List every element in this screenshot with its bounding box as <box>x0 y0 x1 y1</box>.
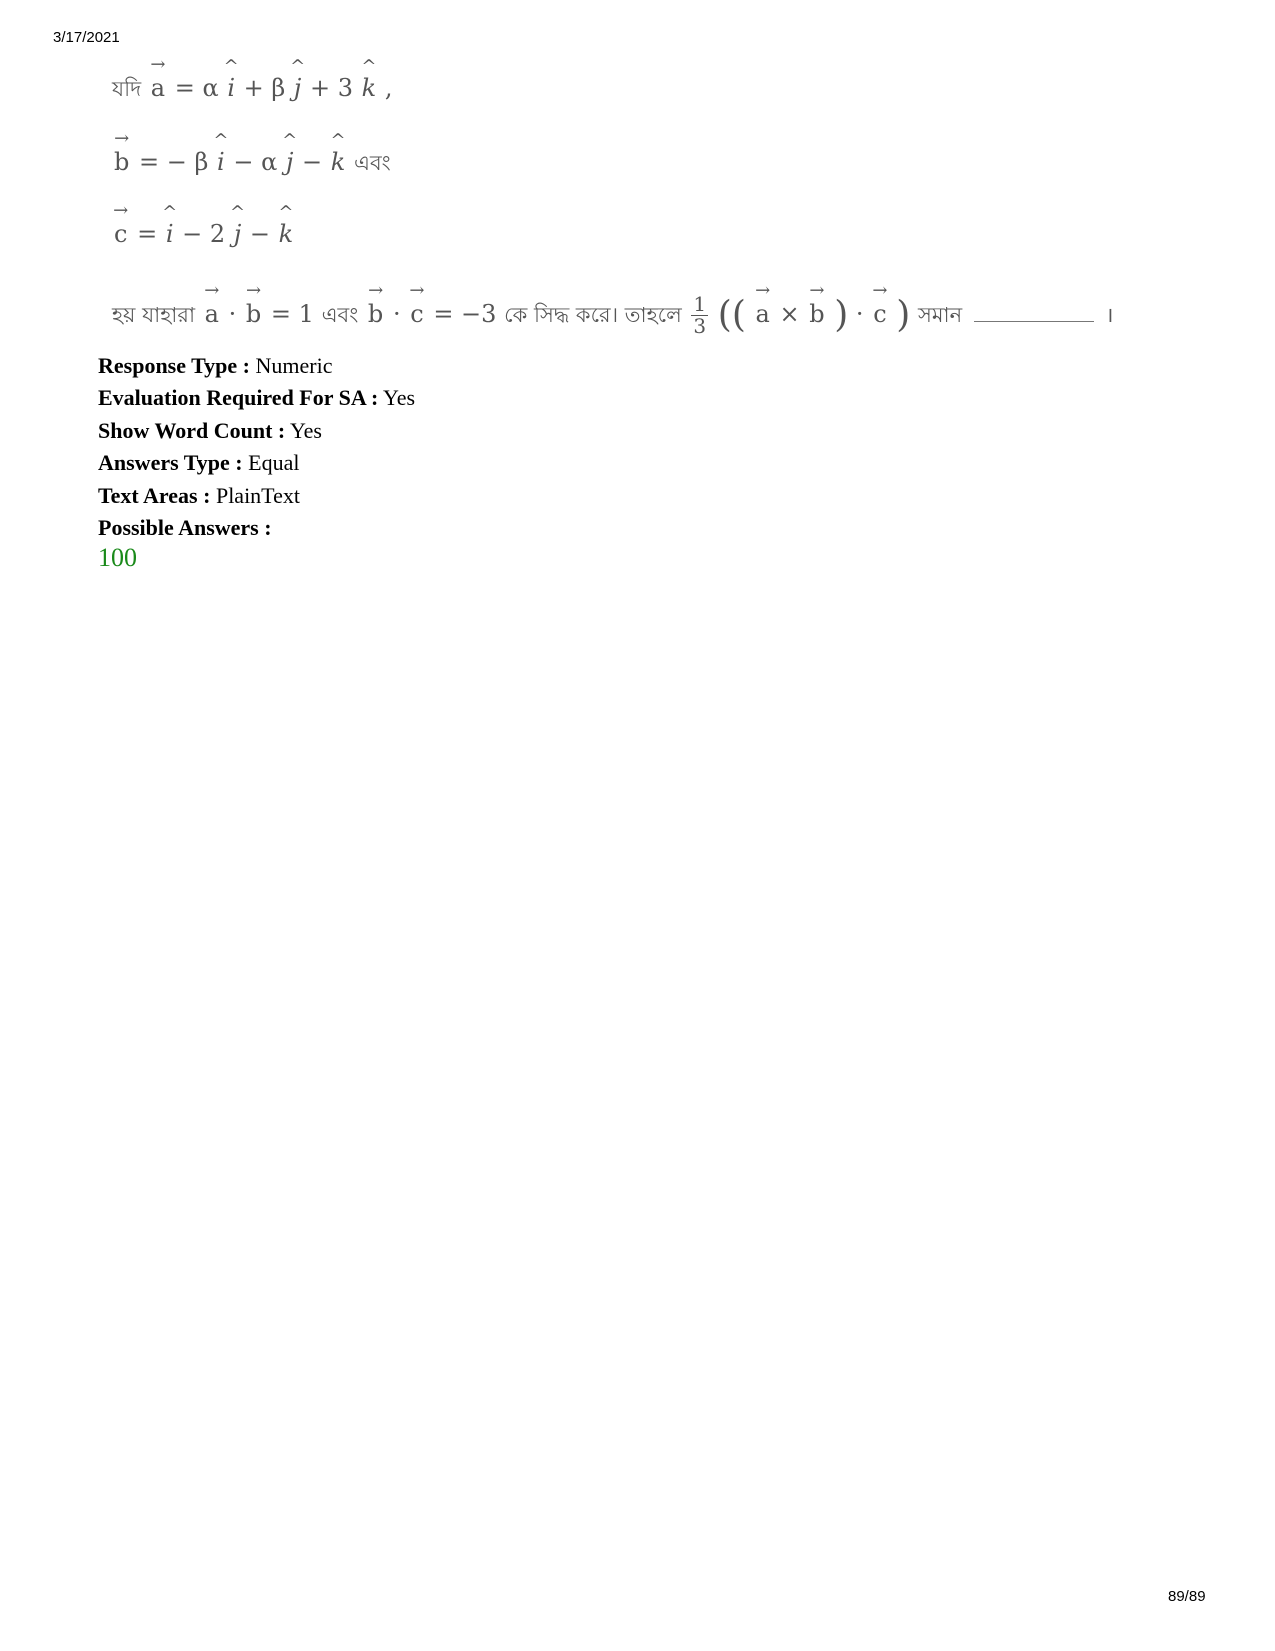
meta-label: Show Word Count : <box>98 417 286 443</box>
text-and: এবং <box>321 303 359 327</box>
vector-b: → b <box>368 302 383 326</box>
minus-alpha: − α <box>233 148 278 176</box>
fraction-denominator: 3 <box>693 314 707 338</box>
unit-i: ^ i <box>166 222 174 246</box>
equals-minus-beta: = − β <box>139 148 209 176</box>
unit-j: ^ j <box>234 222 241 246</box>
meta-value: Yes <box>289 417 322 443</box>
question-metadata <box>98 350 415 544</box>
unit-k: ^ k <box>362 76 377 100</box>
unit-k: ^ k <box>331 150 346 174</box>
meta-response-type <box>98 350 415 382</box>
meta-label: Text Areas : <box>98 482 211 508</box>
text-if: যদি <box>112 77 142 101</box>
unit-i: ^ i <box>227 76 235 100</box>
answer-blank <box>974 321 1094 322</box>
plus-beta: + β <box>243 74 286 102</box>
meta-label: Possible Answers : <box>98 515 272 541</box>
question-line-1 <box>112 76 393 100</box>
fraction-numerator: 1 <box>693 292 707 316</box>
meta-label: Answers Type : <box>98 450 243 476</box>
meta-evaluation-required <box>98 382 415 414</box>
vector-b: → b <box>809 302 824 326</box>
equals-minus-three: = −3 <box>433 300 497 328</box>
text-such-that: হয় যাহারা <box>112 303 196 327</box>
comma: , <box>384 74 393 102</box>
plus-three: + 3 <box>310 74 354 102</box>
dot-operator: · <box>855 300 864 328</box>
minus-two: − 2 <box>182 220 226 248</box>
unit-j: ^ j <box>286 150 293 174</box>
equals-one: = 1 <box>270 300 314 328</box>
vector-c: → c <box>114 222 127 246</box>
text-and: এবং <box>353 151 391 175</box>
unit-i: ^ i <box>217 150 225 174</box>
meta-value: Yes <box>383 385 416 411</box>
print-date: 3/17/2021 <box>53 29 120 46</box>
vector-b: → b <box>114 150 129 174</box>
vector-b: → b <box>246 302 261 326</box>
dot-operator: · <box>392 300 401 328</box>
possible-answer-value: 100 <box>98 543 137 572</box>
vector-c: → c <box>410 302 423 326</box>
meta-text-areas <box>98 480 415 512</box>
question-line-3 <box>112 222 294 246</box>
close-paren: ) <box>834 294 849 336</box>
meta-value: Numeric <box>255 353 333 378</box>
vector-a: → a <box>151 76 165 100</box>
meta-possible-answers <box>98 512 415 544</box>
unit-k: ^ k <box>279 222 294 246</box>
meta-show-word-count <box>98 415 415 447</box>
text-equals: সমান <box>917 303 963 327</box>
meta-value: PlainText <box>215 482 300 508</box>
equals-alpha: = α <box>174 74 219 102</box>
meta-label: Evaluation Required For SA : <box>98 385 379 411</box>
meta-answers-type <box>98 447 415 479</box>
meta-label: Response Type : <box>98 353 250 378</box>
dot-operator: · <box>228 300 237 328</box>
close-paren: ) <box>896 294 911 336</box>
unit-j: ^ j <box>294 76 301 100</box>
minus: − <box>302 148 323 176</box>
question-line-2 <box>112 150 391 174</box>
open-parens: (( <box>717 294 746 336</box>
minus: − <box>249 220 271 248</box>
fraction-one-third <box>691 294 708 337</box>
question-line-4 <box>112 294 1113 337</box>
text-full-stop: । <box>1105 303 1114 327</box>
vector-a: → a <box>205 302 219 326</box>
vector-c: → c <box>873 302 886 326</box>
page-number: 89/89 <box>1168 1588 1206 1605</box>
vector-a: → a <box>756 302 770 326</box>
equals: = <box>137 220 158 248</box>
cross-operator: × <box>779 300 800 328</box>
question-image <box>112 62 1202 362</box>
text-satisfies-then: কে সিদ্ধ করে। তাহলে <box>504 303 682 327</box>
meta-value: Equal <box>248 450 300 476</box>
